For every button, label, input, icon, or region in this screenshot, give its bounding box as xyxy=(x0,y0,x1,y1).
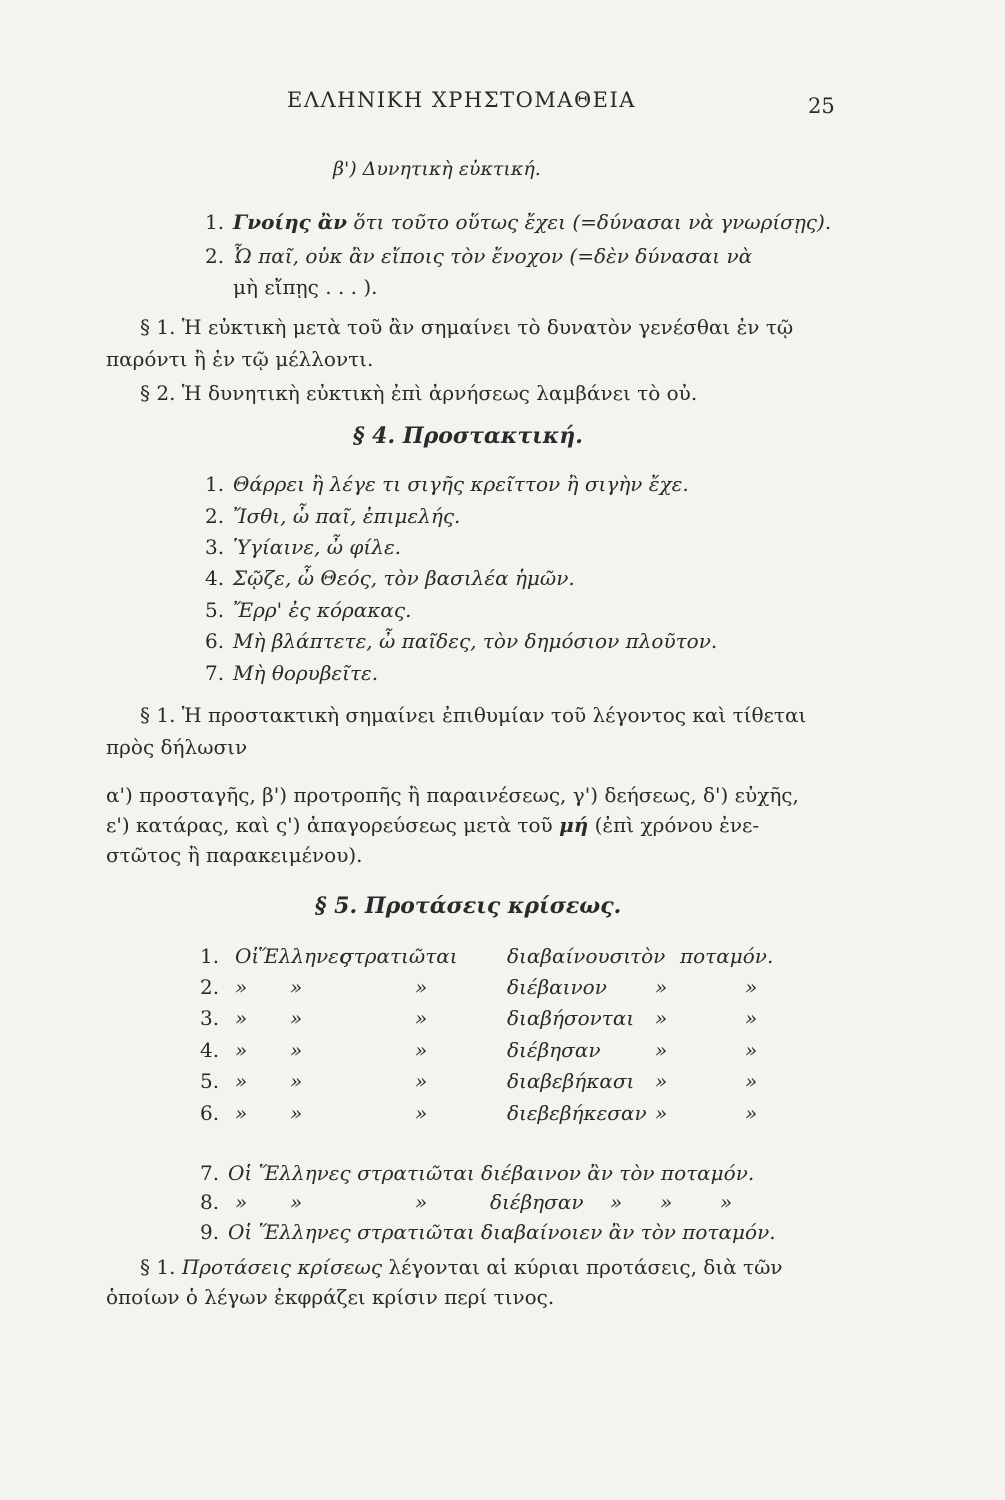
example-cell: » xyxy=(290,1101,303,1125)
example-number: 2. xyxy=(205,244,225,268)
optative-rule-1-line2: παρόντι ἢ ἐν τῷ μέλλοντι. xyxy=(106,347,374,371)
example-cell: » xyxy=(720,1190,733,1214)
judgment-example-9 xyxy=(200,1220,776,1244)
running-header-title: ΕΛΛΗΝΙΚΗ ΧΡΗΣΤΟΜΑΘΕΙΑ xyxy=(287,88,636,112)
section-heading-judgment xyxy=(315,893,621,919)
imperative-example xyxy=(205,566,575,590)
example-text: Μὴ θορυβεῖτε. xyxy=(233,661,379,685)
example-cell: » xyxy=(235,1190,248,1214)
example-cell: Ἕλληνες xyxy=(258,944,351,968)
example-cell: » xyxy=(745,1038,758,1062)
example-verb: διέβησαν xyxy=(490,1190,584,1214)
imperative-example xyxy=(205,661,378,685)
section-number: § 5. xyxy=(315,893,358,919)
example-cell: τὸν xyxy=(630,944,666,968)
example-verb: διεβεβήκεσαν xyxy=(507,1101,647,1125)
example-number: 6. xyxy=(205,629,225,653)
example-cell: ποταμόν. xyxy=(680,944,774,968)
example-number: 7. xyxy=(205,661,225,685)
text-segment: § 1. xyxy=(140,1255,176,1279)
example-number: 7. xyxy=(200,1161,220,1185)
example-cell: » xyxy=(235,1038,248,1062)
judgment-example-7 xyxy=(200,1161,754,1185)
example-cell: » xyxy=(290,1006,303,1030)
imperative-rule-line3: α') προσταγῆς, β') προτροπῆς ἢ παραινέσεως, γ') δεήσεως, δ') εὐχῆς, xyxy=(106,783,799,807)
example-cell: Οἱ xyxy=(235,944,260,968)
optative-example-2 xyxy=(205,244,752,268)
example-text: Οἱ Ἕλληνες στρατιῶται διέβαινον ἂν τὸν ποταμόν. xyxy=(228,1161,755,1185)
example-cell: » xyxy=(655,1101,668,1125)
example-cell: » xyxy=(415,1101,428,1125)
example-number: 5. xyxy=(205,598,225,622)
example-cell: » xyxy=(745,1006,758,1030)
example-number: 4. xyxy=(205,566,225,590)
example-cell: » xyxy=(235,1101,248,1125)
example-cell: » xyxy=(235,1069,248,1093)
example-cell: » xyxy=(415,1069,428,1093)
example-verb: διέβησαν xyxy=(507,1038,601,1062)
judgment-rule-line1 xyxy=(140,1255,783,1279)
example-text: Σῷζε, ὦ Θεός, τὸν βασιλέα ἡμῶν. xyxy=(233,566,575,590)
imperative-rule-line5: στῶτος ἢ παρακειμένου). xyxy=(106,843,363,867)
example-bold: Γνοίης ἂν xyxy=(233,210,348,234)
example-cell: » xyxy=(745,1101,758,1125)
optative-example-1 xyxy=(205,210,831,234)
optative-rule-1-line1: § 1. Ἡ εὐκτικὴ μετὰ τοῦ ἂν σημαίνει τὸ δυνατὸν γενέσθαι ἐν τῷ xyxy=(140,315,794,339)
example-number: 1. xyxy=(205,472,225,496)
example-number: 2. xyxy=(205,504,225,528)
example-cell: στρατιῶται xyxy=(340,944,458,968)
text-segment: (ἐπὶ χρόνου ἐνε- xyxy=(594,813,760,837)
example-cell: » xyxy=(415,1038,428,1062)
example-cell: » xyxy=(745,975,758,999)
section-heading-imperative xyxy=(353,423,583,449)
imperative-example xyxy=(205,598,411,622)
example-text: ὅτι τοῦτο οὕτως ἔχει (=δύνασαι νὰ γνωρίσῃς). xyxy=(353,210,832,234)
example-number: 8. xyxy=(200,1190,220,1214)
example-text: Ὦ παῖ, οὐκ ἂν εἴποις τὸν ἔνοχον (=δὲν δύνασαι νὰ xyxy=(233,244,753,268)
example-text: Ἴσθι, ὦ παῖ, ἐπιμελής. xyxy=(233,504,461,528)
example-cell: » xyxy=(745,1069,758,1093)
imperative-rule-line1: § 1. Ἡ προστακτικὴ σημαίνει ἐπιθυμίαν τοῦ λέγοντος καὶ τίθεται xyxy=(140,703,807,727)
example-cell: » xyxy=(655,975,668,999)
example-number: 1. xyxy=(205,210,225,234)
section-number: § 4. xyxy=(353,423,396,449)
example-cell: » xyxy=(415,1190,428,1214)
section-title: Προστακτική. xyxy=(402,423,583,449)
example-cell: » xyxy=(235,1006,248,1030)
example-number: 9. xyxy=(200,1220,220,1244)
example-text: Θάρρει ἢ λέγε τι σιγῆς κρεῖττον ἢ σιγὴν ἔχε. xyxy=(233,472,689,496)
example-cell: » xyxy=(290,975,303,999)
optative-rule-2: § 2. Ἡ δυνητικὴ εὐκτικὴ ἐπὶ ἀρνήσεως λαμβάνει τὸ οὐ. xyxy=(140,381,698,405)
text-emphasis: Προτάσεις κρίσεως xyxy=(181,1255,383,1279)
example-number: 3. xyxy=(200,1006,220,1030)
example-cell: » xyxy=(415,975,428,999)
imperative-example xyxy=(205,504,460,528)
judgment-rule-line2: ὁποίων ὁ λέγων ἐκφράζει κρίσιν περί τινος. xyxy=(106,1285,555,1309)
example-cell: » xyxy=(610,1190,623,1214)
text-segment: λέγονται αἱ κύριαι προτάσεις, διὰ τῶν xyxy=(388,1255,783,1279)
example-verb: διαβήσονται xyxy=(507,1006,635,1030)
section-title: Προτάσεις κρίσεως. xyxy=(364,893,622,919)
example-number: 2. xyxy=(200,975,220,999)
imperative-rule-line4 xyxy=(106,813,759,837)
example-cell: » xyxy=(660,1190,673,1214)
optative-example-2-cont: μὴ εἴπῃς . . . ). xyxy=(233,275,378,299)
example-text: Οἱ Ἕλληνες στρατιῶται διαβαίνοιεν ἂν τὸν ποταμόν. xyxy=(228,1220,776,1244)
example-cell: » xyxy=(655,1038,668,1062)
example-verb: διαβαίνουσι xyxy=(507,944,632,968)
example-cell: » xyxy=(290,1190,303,1214)
example-verb: διαβεβήκασι xyxy=(507,1069,635,1093)
imperative-example xyxy=(205,535,401,559)
example-number: 5. xyxy=(200,1069,220,1093)
example-text: Μὴ βλάπτετε, ὦ παῖδες, τὸν δημόσιον πλοῦτον. xyxy=(233,629,718,653)
imperative-example xyxy=(205,629,717,653)
example-number: 3. xyxy=(205,535,225,559)
text-segment: ε') κατάρας, καὶ ς') ἀπαγορεύσεως μετὰ τοῦ xyxy=(106,813,553,837)
text-emphasis: μή xyxy=(559,813,589,837)
example-cell: » xyxy=(235,975,248,999)
example-number: 1. xyxy=(200,944,220,968)
imperative-example xyxy=(205,472,689,496)
subheading-potential-optative: β') Δυνητικὴ εὐκτική. xyxy=(333,158,541,180)
example-number: 6. xyxy=(200,1101,220,1125)
page-number: 25 xyxy=(808,94,835,118)
imperative-rule-line2: πρὸς δήλωσιν xyxy=(106,735,248,759)
example-cell: » xyxy=(655,1006,668,1030)
example-cell: » xyxy=(290,1038,303,1062)
example-verb: διέβαινον xyxy=(507,975,607,999)
example-cell: » xyxy=(290,1069,303,1093)
example-text: Ἔρρ' ἐς κόρακας. xyxy=(233,598,412,622)
example-text: Ὑγίαινε, ὦ φίλε. xyxy=(233,535,402,559)
example-cell: » xyxy=(415,1006,428,1030)
example-number: 4. xyxy=(200,1038,220,1062)
example-cell: » xyxy=(655,1069,668,1093)
